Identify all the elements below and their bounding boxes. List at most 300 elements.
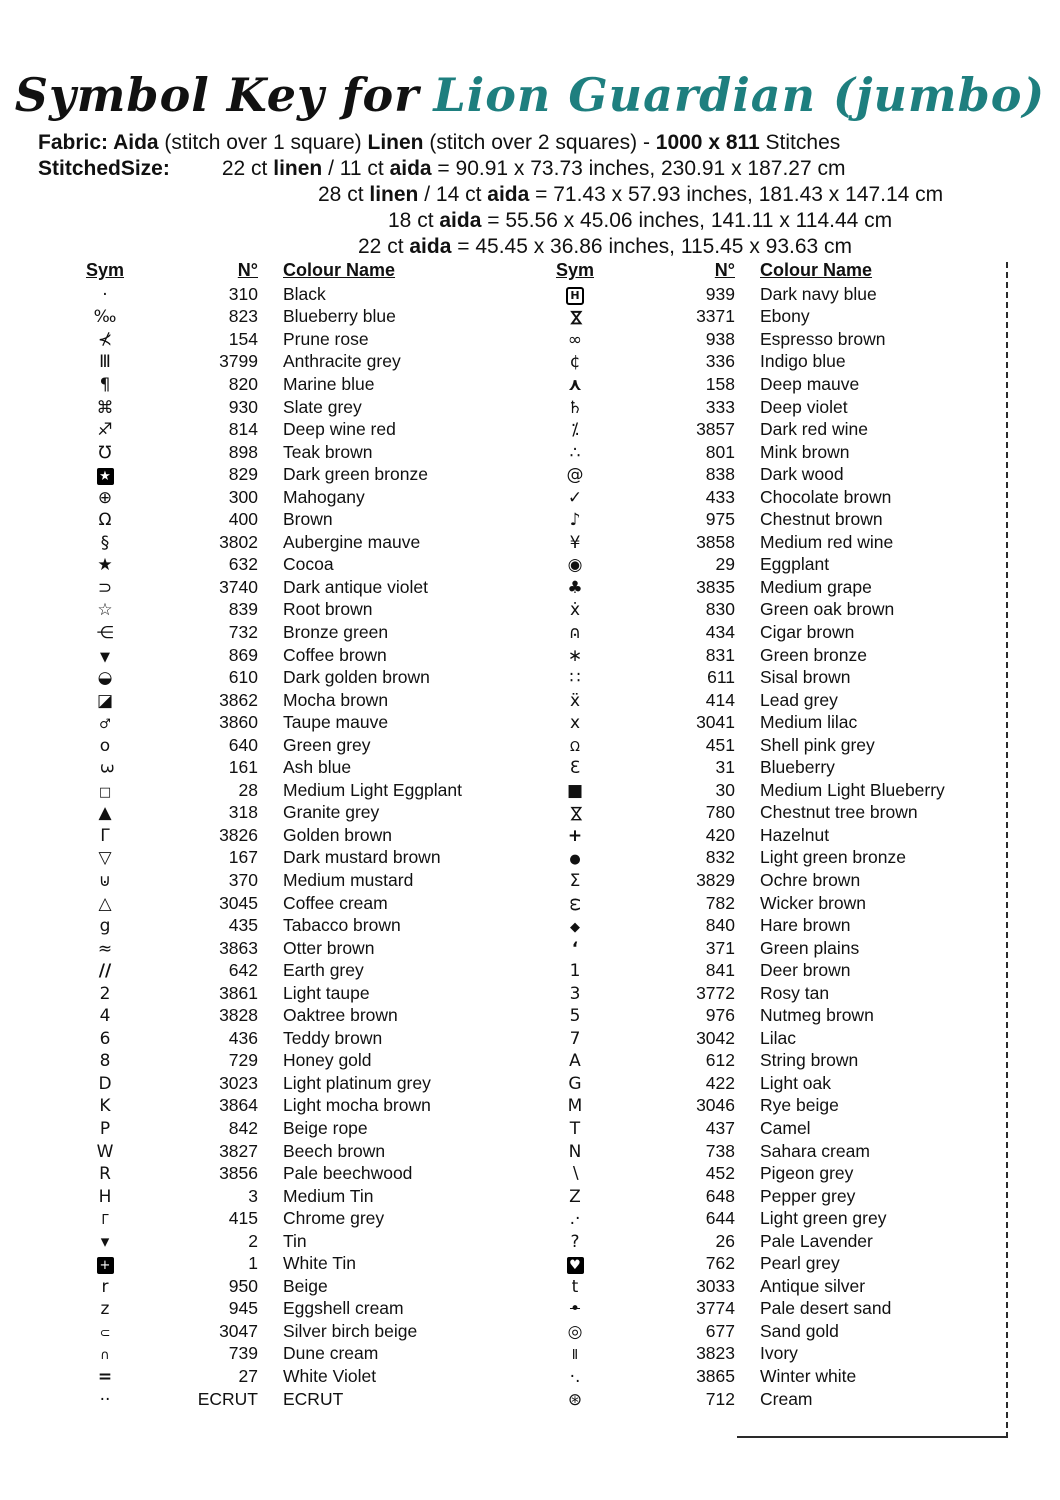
number-cell: 333 xyxy=(705,396,735,417)
colour-name-cell: Pale beechwood xyxy=(283,1163,413,1184)
number-cell: 3772 xyxy=(696,982,735,1003)
stitch-symbol: ? xyxy=(570,1231,580,1252)
colour-name-cell: Cream xyxy=(760,1388,813,1409)
number-cell: 801 xyxy=(705,441,735,462)
number-cell: 435 xyxy=(228,915,258,936)
stitch-symbol: ▽ xyxy=(98,848,112,869)
table-header-right xyxy=(545,258,1000,283)
stitch-symbol: ¥ xyxy=(569,532,581,553)
symbol-cell xyxy=(70,1366,140,1387)
table-row xyxy=(545,1320,1000,1343)
table-row xyxy=(545,1275,1000,1298)
table-row xyxy=(70,914,510,937)
table-row xyxy=(70,328,510,351)
symbol-cell xyxy=(545,915,605,936)
table-row xyxy=(545,1095,1000,1118)
table-row xyxy=(70,644,510,667)
symbol-cell xyxy=(545,1186,605,1207)
number-cell: 3856 xyxy=(219,1163,258,1184)
table-row xyxy=(70,1027,510,1050)
colour-name-cell: Silver birch beige xyxy=(283,1320,418,1341)
symbol-cell xyxy=(545,690,605,711)
colour-name-cell: Wicker brown xyxy=(760,892,866,913)
number-cell: 1 xyxy=(248,1253,258,1274)
stitch-symbol: ∷ xyxy=(569,668,581,689)
number-cell: 3865 xyxy=(696,1366,735,1387)
stitch-symbol: ⊛ xyxy=(567,1389,583,1410)
symbol-cell xyxy=(545,735,605,756)
symbol-cell xyxy=(545,1343,605,1364)
number-cell: 640 xyxy=(228,734,258,755)
symbol-table-left xyxy=(70,258,510,1410)
number-cell: 318 xyxy=(228,802,258,823)
stitch-symbol: ▼ xyxy=(100,649,110,665)
table-row xyxy=(70,396,510,419)
number-cell: 632 xyxy=(228,554,258,575)
number-cell: 976 xyxy=(705,1005,735,1026)
colour-name-cell: Cocoa xyxy=(283,554,334,575)
stitch-symbol: D xyxy=(98,1073,112,1094)
stitch-symbol: • xyxy=(569,1299,581,1320)
number-cell: 830 xyxy=(705,599,735,620)
colour-name-cell: Winter white xyxy=(760,1366,857,1387)
number-cell: 738 xyxy=(705,1140,735,1161)
table-row xyxy=(70,1388,510,1411)
symbol-cell xyxy=(545,487,605,508)
colour-name-cell: Pepper grey xyxy=(760,1185,856,1206)
stitch-symbol: 6 xyxy=(99,1028,111,1049)
colour-name-cell: Blueberry blue xyxy=(283,306,396,327)
stitch-symbol: H xyxy=(98,1186,112,1207)
symbol-cell xyxy=(70,847,140,868)
colour-name-cell: Dune cream xyxy=(283,1343,379,1364)
number-cell: 3371 xyxy=(696,306,735,327)
table-row xyxy=(70,1072,510,1095)
number-cell: 3835 xyxy=(696,576,735,597)
stitch-symbol: ⊕ xyxy=(97,487,113,508)
stitch-symbol: 3 xyxy=(95,763,116,775)
stitch-symbol: ◉ xyxy=(567,555,583,576)
symbol-cell xyxy=(70,735,140,756)
symbol-cell xyxy=(545,599,605,620)
table-row xyxy=(545,1343,1000,1366)
stitch-symbol: ♐ xyxy=(97,420,113,441)
number-cell: 31 xyxy=(715,757,735,778)
symbol-cell xyxy=(70,554,140,575)
stitch-symbol: ◎ xyxy=(567,1321,583,1342)
stitch-symbol: ℧ xyxy=(98,442,112,463)
symbol-cell xyxy=(545,938,605,959)
colour-name-cell: Deep mauve xyxy=(760,373,860,394)
symbol-cell xyxy=(70,690,140,711)
colour-name-cell: Rye beige xyxy=(760,1095,839,1116)
table-row xyxy=(70,283,510,306)
stitch-symbol: ▲ xyxy=(98,803,112,824)
number-cell: 3774 xyxy=(696,1298,735,1319)
number-cell: 3823 xyxy=(696,1343,735,1364)
table-row xyxy=(70,779,510,802)
table-row xyxy=(70,959,510,982)
number-cell: 3033 xyxy=(696,1275,735,1296)
stitch-symbol: ♪ xyxy=(569,510,581,531)
colour-name-cell: Light green grey xyxy=(760,1208,887,1229)
number-cell: 415 xyxy=(228,1208,258,1229)
symbol-cell xyxy=(545,1276,605,1297)
colour-name-cell: Dark antique violet xyxy=(283,576,428,597)
table-row xyxy=(70,1207,510,1230)
stitch-symbol: § xyxy=(100,532,110,553)
table-row xyxy=(70,869,510,892)
symbol-cell xyxy=(545,554,605,575)
symbol-cell xyxy=(545,712,605,733)
stitch-symbol: M xyxy=(567,1096,583,1117)
symbol-cell xyxy=(545,283,605,305)
stitch-symbol: ∞ xyxy=(567,329,583,350)
number-cell: 945 xyxy=(228,1298,258,1319)
symbol-cell xyxy=(545,802,605,823)
colour-name-cell: Espresso brown xyxy=(760,328,886,349)
stitch-symbol: + xyxy=(97,1257,114,1274)
colour-name-cell: Sahara cream xyxy=(760,1140,870,1161)
number-cell: 3860 xyxy=(219,712,258,733)
table-row xyxy=(545,1072,1000,1095)
colour-name-cell: Medium Light Eggplant xyxy=(283,779,462,800)
colour-name-cell: String brown xyxy=(760,1050,859,1071)
symbol-cell xyxy=(70,532,140,553)
colour-name-cell: Pearl grey xyxy=(760,1253,840,1274)
number-cell: 938 xyxy=(705,328,735,349)
table-row xyxy=(545,666,1000,689)
number-cell: 950 xyxy=(228,1275,258,1296)
table-row xyxy=(545,689,1000,712)
colour-name-cell: Dark red wine xyxy=(760,419,868,440)
colour-name-cell: Deep wine red xyxy=(283,419,396,440)
symbol-cell xyxy=(545,645,605,666)
number-cell: 28 xyxy=(238,779,258,800)
number-cell: 642 xyxy=(228,960,258,981)
colour-name-cell: Dark green bronze xyxy=(283,464,428,485)
symbol-cell xyxy=(545,1163,605,1184)
symbol-cell xyxy=(70,1276,140,1297)
number-cell: 433 xyxy=(705,486,735,507)
table-row xyxy=(545,734,1000,757)
symbol-cell xyxy=(70,599,140,620)
colour-name-cell: Green plains xyxy=(760,937,860,958)
table-row xyxy=(545,802,1000,825)
stitch-symbol: 5 xyxy=(569,1006,581,1027)
symbol-cell xyxy=(545,960,605,981)
symbol-cell xyxy=(70,306,140,327)
stitch-symbol: Z xyxy=(569,1186,581,1207)
stitch-symbol: ✓ xyxy=(567,487,583,508)
colour-name-cell: Coffee cream xyxy=(283,892,388,913)
table-row xyxy=(545,351,1000,374)
number-cell: 832 xyxy=(705,847,735,868)
colour-name-cell: Blueberry xyxy=(760,757,835,778)
colour-name-cell: Medium grape xyxy=(760,576,872,597)
colour-name-cell: Prune rose xyxy=(283,328,369,349)
number-cell: 3826 xyxy=(219,824,258,845)
colour-name-cell: Black xyxy=(283,283,326,304)
symbol-cell xyxy=(545,1095,605,1116)
table-row xyxy=(70,1162,510,1185)
table-row xyxy=(545,441,1000,464)
symbol-cell xyxy=(70,960,140,981)
colour-name-cell: Earth grey xyxy=(283,960,364,981)
table-row xyxy=(545,1005,1000,1028)
stitch-symbol: 4 xyxy=(99,1006,111,1027)
table-row xyxy=(545,756,1000,779)
number-cell: 823 xyxy=(228,306,258,327)
stitch-symbol: Ɛ xyxy=(569,758,581,779)
colour-name-cell: Teddy brown xyxy=(283,1027,383,1048)
number-cell: 610 xyxy=(228,667,258,688)
fabric-line: Fabric: Aida (stitch over 1 square) Linen (stitch over 2 squares) - 1000 x 811 Stitches xyxy=(38,131,841,154)
colour-name-cell: Tin xyxy=(283,1230,307,1251)
col-header-number: N° xyxy=(237,260,258,280)
symbol-cell xyxy=(70,1208,140,1229)
stitch-symbol: ⁒ xyxy=(571,420,579,441)
symbol-cell xyxy=(545,577,605,598)
stitch-symbol: z xyxy=(100,1299,110,1320)
colour-name-cell: Light taupe xyxy=(283,982,370,1003)
symbol-cell xyxy=(70,284,140,305)
colour-name-cell: Beige rope xyxy=(283,1118,368,1138)
number-cell: 29 xyxy=(715,554,735,575)
colour-name-cell: Eggshell cream xyxy=(283,1298,404,1319)
symbol-cell xyxy=(545,329,605,350)
table-row xyxy=(70,892,510,915)
number-cell: 3829 xyxy=(696,869,735,890)
number-cell: 3 xyxy=(248,1185,258,1206)
symbol-cell xyxy=(545,1389,605,1410)
symbol-cell xyxy=(545,1028,605,1049)
number-cell: 26 xyxy=(715,1230,735,1251)
symbol-cell xyxy=(545,442,605,463)
stitch-symbol: ● xyxy=(569,852,581,868)
number-cell: 782 xyxy=(705,892,735,913)
colour-name-cell: Coffee brown xyxy=(283,644,387,665)
colour-name-cell: Medium lilac xyxy=(760,712,858,733)
stitch-symbol: K xyxy=(99,1096,111,1117)
table-row xyxy=(70,1275,510,1298)
stitch-symbol: ★ xyxy=(97,468,114,485)
table-row xyxy=(545,779,1000,802)
page-title xyxy=(0,68,1060,122)
colour-name-cell: Marine blue xyxy=(283,373,375,394)
table-row xyxy=(545,1162,1000,1185)
number-cell: 3858 xyxy=(696,531,735,552)
stitch-symbol: ∩ xyxy=(100,1348,110,1364)
stitch-symbol: ◆ xyxy=(570,920,580,936)
number-cell: 336 xyxy=(705,351,735,372)
stitch-symbol: Γ xyxy=(101,1213,109,1229)
stitch-symbol: ω xyxy=(565,896,586,912)
number-cell: 158 xyxy=(705,373,735,394)
number-cell: 414 xyxy=(705,689,735,710)
stitch-symbol: // xyxy=(98,961,112,982)
colour-name-cell: Beech brown xyxy=(283,1140,386,1161)
table-row xyxy=(545,486,1000,509)
pattern-name: Lion Guardian (jumbo) xyxy=(433,68,1046,122)
colour-name-cell: Aubergine mauve xyxy=(283,531,421,552)
symbol-cell xyxy=(545,780,605,801)
number-cell: 612 xyxy=(705,1050,735,1071)
colour-name-cell: Green oak brown xyxy=(760,599,895,620)
table-row xyxy=(545,531,1000,554)
symbol-cell xyxy=(70,1028,140,1049)
symbol-cell xyxy=(545,374,605,395)
colour-name-cell: Lead grey xyxy=(760,689,838,710)
number-cell: 930 xyxy=(228,396,258,417)
symbol-cell xyxy=(70,1118,140,1139)
symbol-cell xyxy=(70,622,140,643)
symbol-cell xyxy=(545,983,605,1004)
stitch-symbol: G xyxy=(568,1073,582,1094)
stitch-symbol: ♂ xyxy=(99,717,111,733)
number-cell: 762 xyxy=(705,1253,735,1274)
symbol-cell xyxy=(70,487,140,508)
table-row xyxy=(70,1298,510,1321)
colour-name-cell: Green bronze xyxy=(760,644,868,665)
colour-name-cell: Eggplant xyxy=(760,554,830,575)
symbol-cell xyxy=(545,1073,605,1094)
colour-name-cell: Lilac xyxy=(760,1027,796,1048)
table-row xyxy=(70,982,510,1005)
colour-name-cell: Sisal brown xyxy=(760,667,851,688)
stitch-symbol: = xyxy=(97,1367,113,1388)
symbol-cell xyxy=(545,1005,605,1026)
number-cell: 841 xyxy=(705,960,735,981)
colour-name-cell: Tabacco brown xyxy=(283,915,401,936)
colour-name-cell: Chestnut tree brown xyxy=(760,802,918,823)
table-row xyxy=(545,621,1000,644)
symbol-cell xyxy=(545,1141,605,1162)
colour-name-cell: Golden brown xyxy=(283,824,392,845)
colour-name-cell: Ash blue xyxy=(283,757,352,778)
number-cell: 842 xyxy=(228,1118,258,1138)
table-row xyxy=(545,1050,1000,1073)
symbol-cell xyxy=(545,464,605,485)
table-row xyxy=(545,869,1000,892)
symbol-cell xyxy=(545,870,605,891)
number-cell: 838 xyxy=(705,464,735,485)
title-prefix: Symbol Key for xyxy=(14,68,420,122)
stitch-symbol: ⋈ xyxy=(565,805,586,823)
table-bottom-border xyxy=(737,1436,1008,1438)
stitch-symbol: ẋ xyxy=(569,600,581,621)
symbol-cell xyxy=(545,509,605,530)
colour-name-cell: Pigeon grey xyxy=(760,1163,854,1184)
colour-name-cell: Anthracite grey xyxy=(283,351,401,372)
stitch-symbol: ∴ xyxy=(569,442,581,463)
symbol-cell xyxy=(70,1343,140,1364)
table-row xyxy=(70,1140,510,1163)
stitch-symbol: 2 xyxy=(99,983,111,1004)
stitch-symbol: ‘ xyxy=(571,938,579,959)
stitch-symbol: + xyxy=(567,825,583,846)
stitch-symbol: ⊃ xyxy=(97,577,113,598)
table-row xyxy=(70,734,510,757)
stitch-symbol: ¢ xyxy=(569,352,581,373)
colour-name-cell: Medium red wine xyxy=(760,531,894,552)
colour-name-cell: Nutmeg brown xyxy=(760,1005,874,1026)
number-cell: 3042 xyxy=(696,1027,735,1048)
stitch-symbol: g xyxy=(99,916,111,937)
stitch-symbol: ẍ xyxy=(569,690,581,711)
col-header-colour-name: Colour Name xyxy=(283,260,396,280)
col-header-sym: Sym xyxy=(85,260,125,280)
symbol-cell xyxy=(70,938,140,959)
symbol-cell xyxy=(545,532,605,553)
number-cell: 3862 xyxy=(219,689,258,710)
symbol-cell xyxy=(545,1321,605,1342)
stitch-symbol: Ω xyxy=(98,510,112,531)
symbol-cell xyxy=(545,1118,605,1139)
colour-name-cell: Hare brown xyxy=(760,915,851,936)
stitch-symbol: ⊀ xyxy=(97,329,113,350)
stitch-symbol: ■ xyxy=(566,780,584,801)
number-cell: 898 xyxy=(228,441,258,462)
symbol-cell xyxy=(545,893,605,914)
symbol-cell xyxy=(70,1389,140,1410)
table-row xyxy=(545,1388,1000,1411)
table-body-right xyxy=(545,283,1000,1410)
symbol-cell xyxy=(70,1186,140,1207)
colour-name-cell: Deep violet xyxy=(760,396,848,417)
table-row xyxy=(545,1298,1000,1321)
colour-name-cell: Shell pink grey xyxy=(760,734,875,755)
table-row xyxy=(545,576,1000,599)
table-row xyxy=(545,959,1000,982)
number-cell: 712 xyxy=(705,1388,735,1409)
number-cell: 739 xyxy=(228,1343,258,1364)
table-row xyxy=(545,937,1000,960)
colour-name-cell: Taupe mauve xyxy=(283,712,389,733)
col-header-sym: Sym xyxy=(555,260,595,280)
colour-name-cell: Rosy tan xyxy=(760,982,830,1003)
table-row xyxy=(545,283,1000,306)
stitch-symbol: ≈ xyxy=(97,938,113,959)
stitch-symbol: Γ xyxy=(100,825,110,846)
stitch-symbol: △ xyxy=(98,893,112,914)
table-row xyxy=(545,982,1000,1005)
symbol-cell xyxy=(545,1366,605,1387)
table-row xyxy=(70,306,510,329)
colour-name-cell: Indigo blue xyxy=(760,351,846,372)
stitch-symbol: x xyxy=(569,713,581,734)
colour-name-cell: White Violet xyxy=(283,1366,377,1387)
colour-name-cell: Medium Light Blueberry xyxy=(760,779,945,800)
symbol-cell xyxy=(70,442,140,463)
table-row xyxy=(70,802,510,825)
stitch-symbol: 7 xyxy=(569,1028,581,1049)
stitch-symbol: 8 xyxy=(99,1051,111,1072)
table-row xyxy=(70,1320,510,1343)
table-row xyxy=(70,1117,510,1140)
symbol-cell xyxy=(70,870,140,891)
table-row xyxy=(545,1185,1000,1208)
symbol-cell xyxy=(545,825,605,846)
stitch-symbol: R xyxy=(99,1164,111,1185)
table-row xyxy=(70,508,510,531)
stitch-symbol: W xyxy=(96,1141,114,1162)
number-cell: 729 xyxy=(228,1050,258,1071)
colour-name-cell: Dark golden brown xyxy=(283,667,430,688)
table-row xyxy=(545,847,1000,870)
table-row xyxy=(545,508,1000,531)
symbol-cell xyxy=(70,1163,140,1184)
